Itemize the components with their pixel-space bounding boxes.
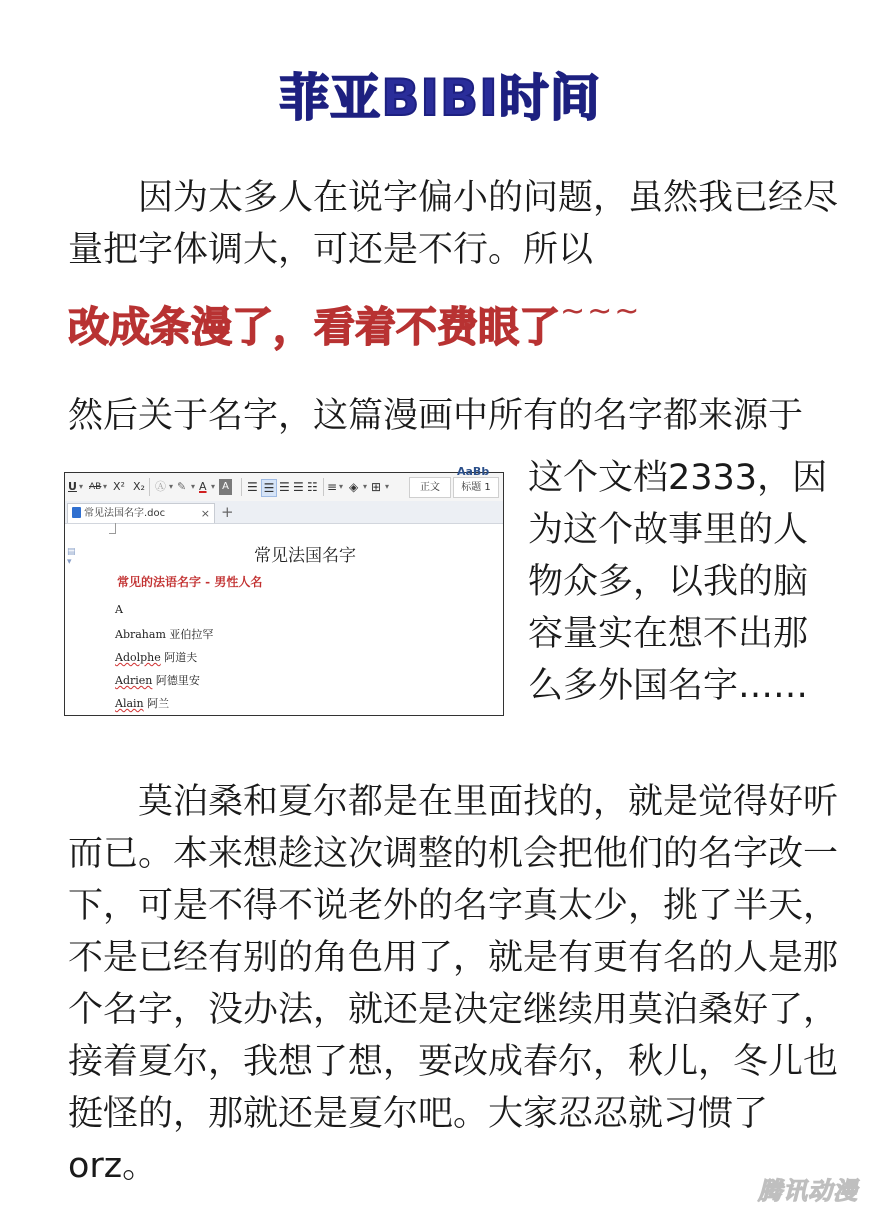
page-title: 菲亚BIBI时间 [279, 69, 601, 127]
document-tab-bar [65, 501, 503, 524]
dropdown-arrow-icon: ▾ [363, 482, 368, 491]
distributed-icon: ☷ [307, 480, 318, 494]
dropdown-arrow-icon: ▾ [339, 482, 344, 491]
document-subtitle: 常见的法语名字 - 男性人名 [117, 575, 263, 589]
close-icon: × [200, 507, 210, 520]
dropdown-arrow-icon: ▾ [169, 482, 174, 491]
char-shading-icon: A [219, 479, 232, 495]
list-item [115, 626, 213, 642]
toolbar-divider [323, 478, 324, 496]
emphasis-line [68, 284, 641, 355]
emphasis-tilde: ~~~ [560, 294, 642, 329]
toolbar-divider [241, 478, 242, 496]
toolbar-divider [149, 478, 150, 496]
style-normal: 正文 [409, 477, 451, 498]
watermark-logo: 腾讯动漫 [758, 1177, 858, 1205]
name-chinese: 阿兰 [147, 697, 170, 710]
document-title: 常见法国名字 [254, 546, 356, 566]
align-center-icon: ☰ [261, 479, 277, 497]
dropdown-arrow-icon: ▾ [385, 482, 390, 491]
line-spacing-icon: ≡ [327, 480, 338, 494]
document-tab [67, 503, 215, 523]
justify-icon: ☰ [293, 480, 304, 494]
strikethrough-icon: AB [89, 482, 102, 492]
style-heading-1: 标题 1 [453, 477, 499, 498]
margin-corner-mark [109, 523, 116, 534]
align-right-icon: ☰ [279, 480, 290, 494]
list-item [115, 649, 197, 665]
name-chinese: 阿德里安 [155, 674, 200, 687]
dropdown-arrow-icon: ▾ [211, 482, 216, 491]
new-tab-icon: + [221, 503, 234, 521]
word-toolbar [65, 465, 503, 502]
name-latin: Abraham [115, 628, 166, 641]
highlight-icon: ✎ [177, 480, 187, 493]
page-view-icon: ▤ ▾ [67, 547, 76, 567]
letter-heading: A [115, 603, 123, 616]
underline-icon: U [68, 480, 77, 493]
name-latin: Adolphe [115, 651, 161, 664]
name-latin: Alain [115, 697, 144, 710]
text-effect-icon: Ⓐ [155, 480, 166, 493]
paragraph-intro: 因为太多人在说字偏小的问题，虽然我已经尽量把字体调大，可还是不行。所以 [68, 178, 839, 270]
dropdown-arrow-icon: ▾ [79, 482, 84, 491]
dropdown-arrow-icon: ▾ [103, 482, 108, 491]
align-left-icon: ☰ [247, 480, 258, 494]
paragraph-document-note: 这个文档2333，因为这个故事里的人物众多，以我的脑容量实在想不出那么多外国名字…… [528, 458, 828, 706]
superscript-icon: X² [113, 480, 125, 493]
document-icon [72, 507, 81, 518]
name-latin: Adrien [115, 674, 153, 687]
paragraph-names: 然后关于名字，这篇漫画中所有的名字都来源于 [68, 396, 804, 436]
name-chinese: 阿道夫 [164, 651, 198, 664]
shading-icon: ◈ [349, 480, 359, 494]
subscript-icon: X₂ [133, 480, 145, 493]
tab-label: 常见法国名字.doc [84, 508, 166, 519]
font-color-icon: A [199, 480, 207, 493]
style-preview: AaBb [457, 465, 490, 478]
paragraph-names-story: 莫泊桑和夏尔都是在里面找的，就是觉得好听而已。本来想趁这次调整的机会把他们的名字改一下，可是不得不说老外的名字真太少，挑了半天，不是已经有别的角色用了，就是有更有名的人是那个名字，没办法，就还是决定继续用莫泊桑好了，接着夏尔，我想了想，要改成春尔，秋儿，冬儿也挺怪的，那就还是夏尔吧。大家忍忍就习惯了orz。 [68, 782, 839, 1186]
border-icon: ⊞ [371, 480, 382, 494]
emphasis-text: 改成条漫了，看着不费眼了 [68, 303, 560, 351]
name-chinese: 亚伯拉罕 [169, 628, 214, 641]
list-item [115, 672, 200, 688]
dropdown-arrow-icon: ▾ [191, 482, 196, 491]
document-screenshot [64, 465, 504, 716]
list-item [115, 695, 169, 711]
